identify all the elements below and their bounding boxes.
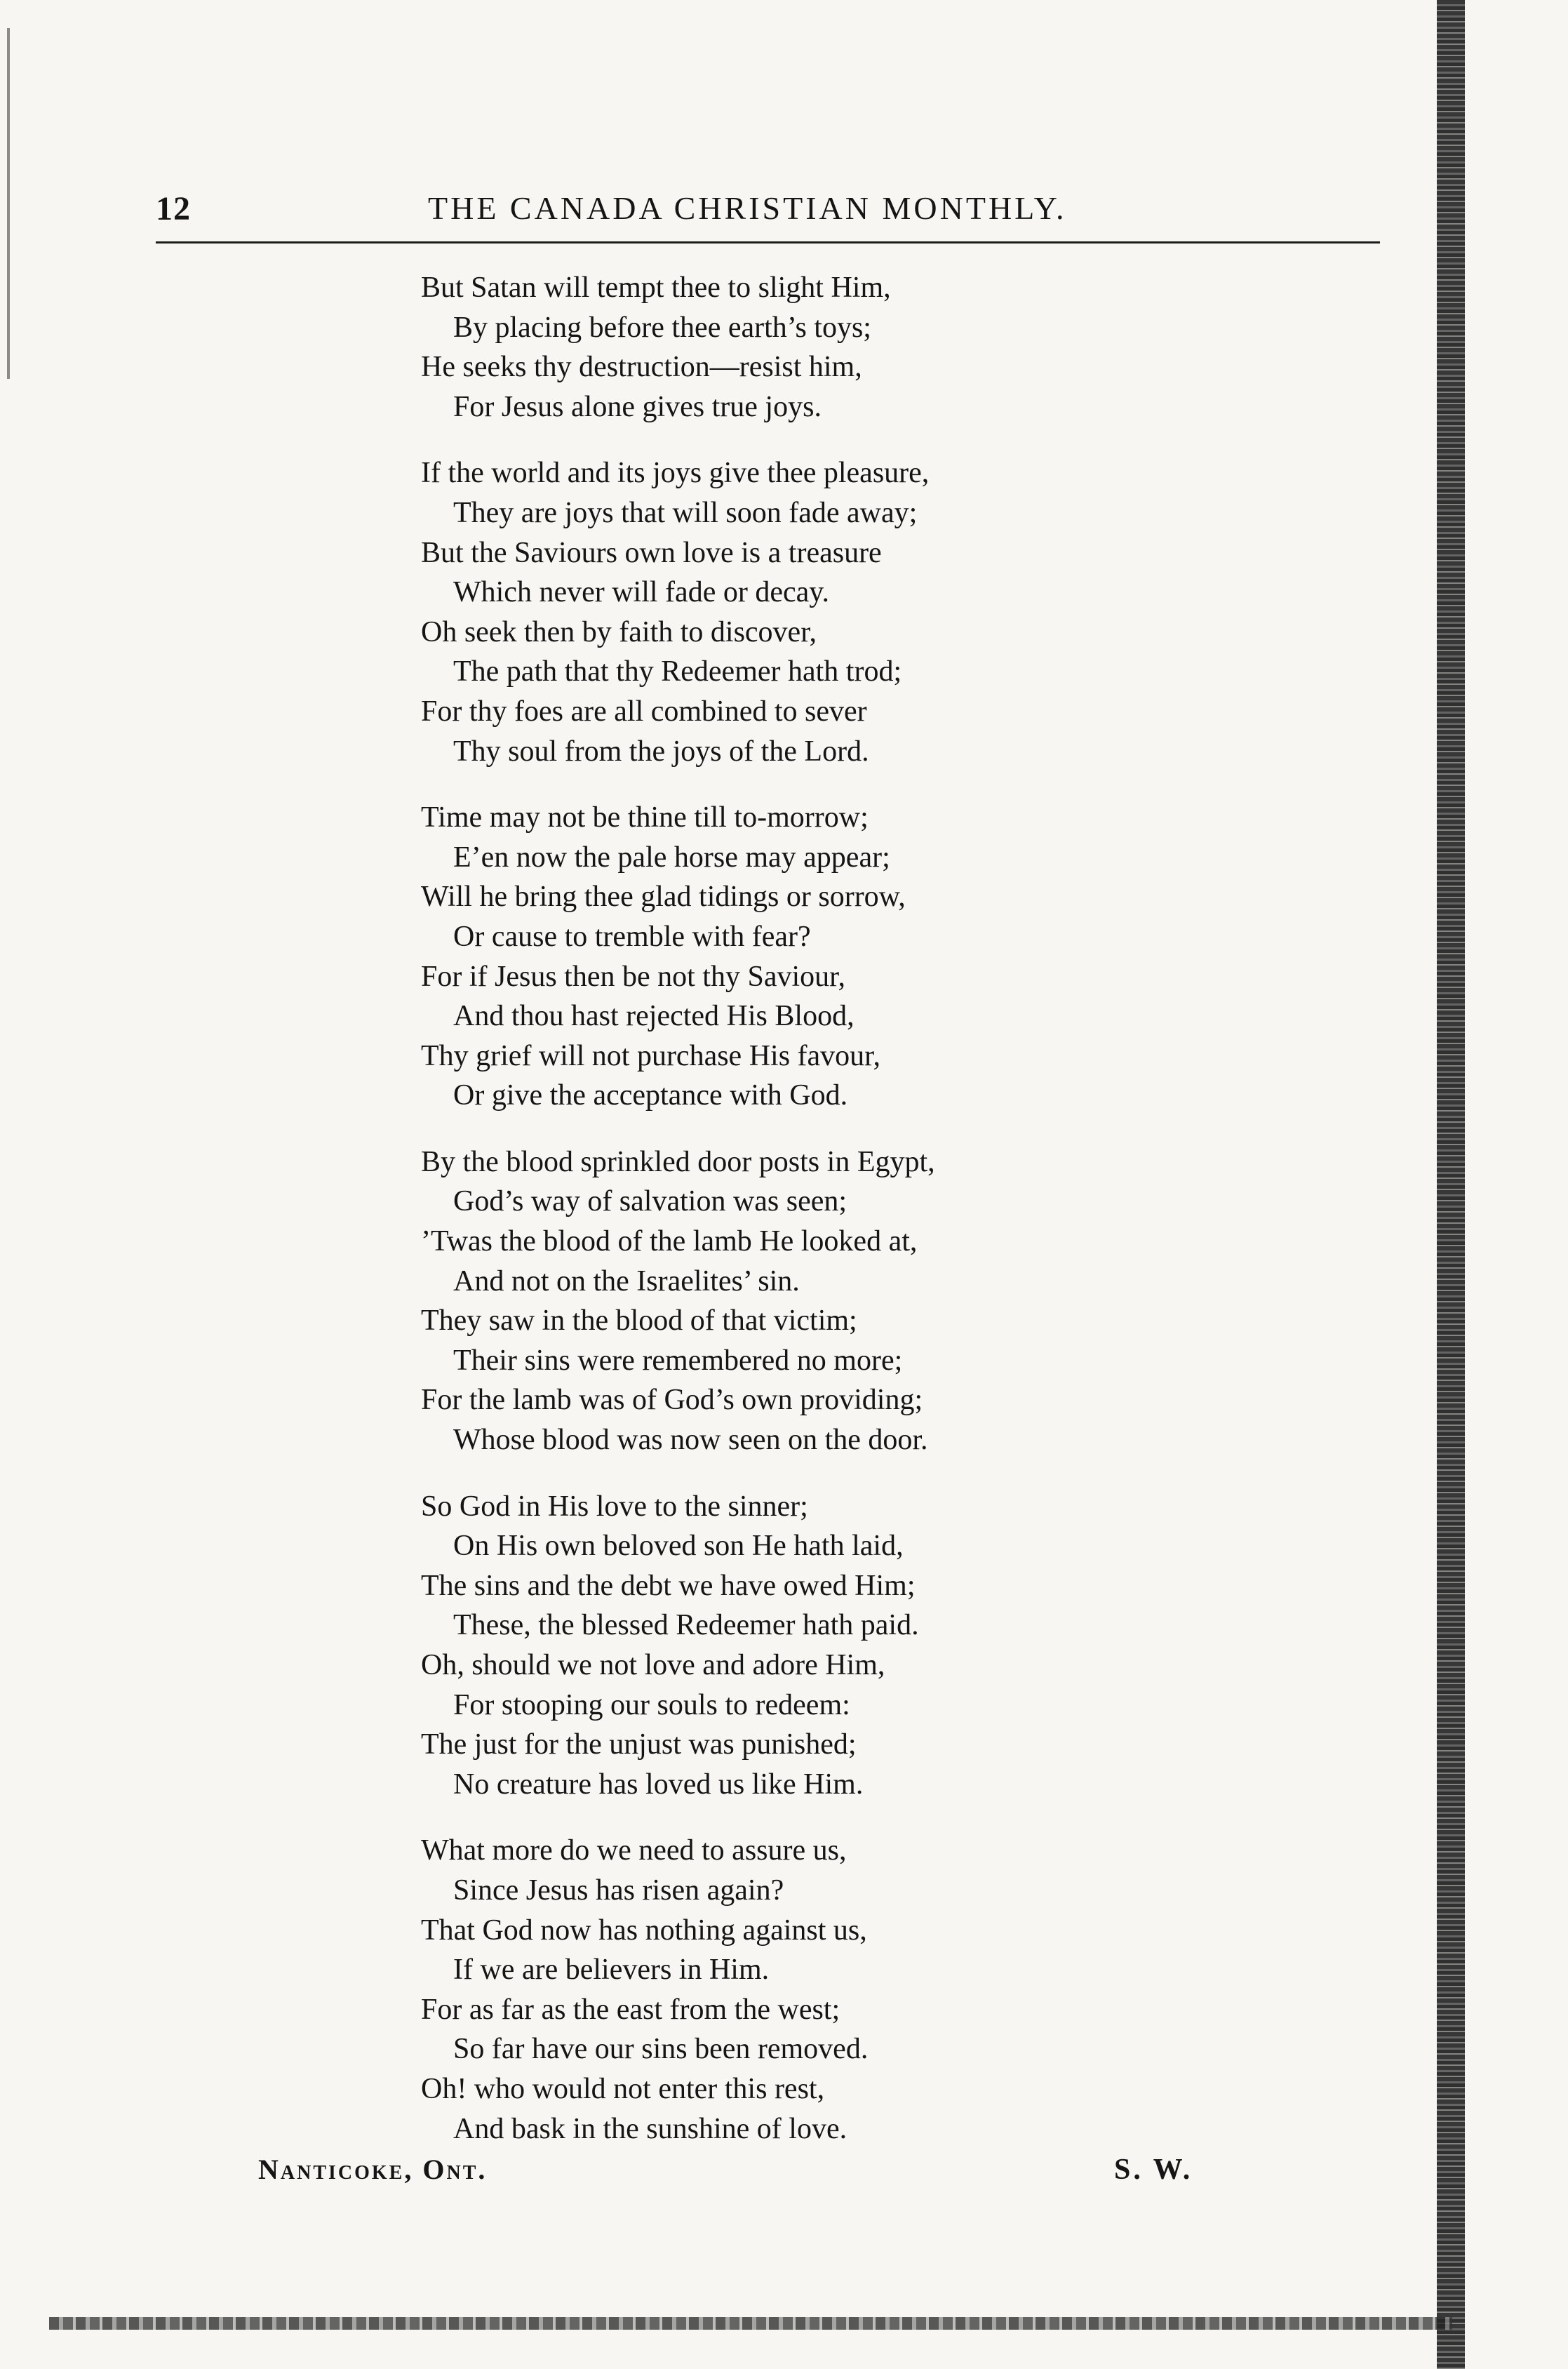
poem-body <box>421 268 1403 2175</box>
stanza <box>421 1142 1403 1460</box>
poem-line: Oh, should we not love and adore Him, <box>421 1649 885 1681</box>
place-line: Nanticoke, Ont. <box>258 2154 488 2185</box>
poem-line: Will he bring thee glad tidings or sorrow, <box>421 881 906 914</box>
poem-line: Which never will fade or decay. <box>453 576 830 609</box>
poem-line: Since Jesus has risen again? <box>453 1874 784 1907</box>
page-number: 12 <box>156 190 191 227</box>
poem-line: On His own beloved son He hath laid, <box>453 1530 904 1563</box>
poem-line: They are joys that will soon fade away; <box>453 496 918 529</box>
poem-line: And bask in the sunshine of love. <box>453 2112 847 2145</box>
poem-line: E’en now the pale horse may appear; <box>453 841 890 874</box>
poem-line: The sins and the debt we have owed Him; <box>421 1569 916 1602</box>
poem-line: But Satan will tempt thee to slight Him, <box>421 272 891 304</box>
poem-line: So God in His love to the sinner; <box>421 1490 808 1523</box>
poem-line: For the lamb was of God’s own providing; <box>421 1384 923 1417</box>
poem-line: Oh! who would not enter this rest, <box>421 2072 825 2105</box>
stanza <box>421 268 1403 427</box>
scan-edge-right <box>1437 0 1465 2369</box>
poem-line: And thou hast rejected His Blood, <box>453 1000 855 1033</box>
poem-line: For stooping our souls to redeem: <box>453 1688 850 1721</box>
poem-line: What more do we need to assure us, <box>421 1834 847 1867</box>
poem-line: By the blood sprinkled door posts in Egypt, <box>421 1145 935 1178</box>
poem-line: Time may not be thine till to-morrow; <box>421 801 869 834</box>
author-signature: S. W. <box>1114 2154 1193 2186</box>
poem-line: But the Saviours own love is a treasure <box>421 536 882 569</box>
poem-line: For Jesus alone gives true joys. <box>453 390 822 423</box>
poem-line: If we are believers in Him. <box>453 1954 770 1987</box>
poem-line: God’s way of salvation was seen; <box>453 1185 847 1218</box>
scan-edge-bottom <box>49 2317 1452 2330</box>
poem-line: These, the blessed Redeemer hath paid. <box>453 1609 919 1642</box>
stanza <box>421 1487 1403 1805</box>
poem-line: For thy foes are all combined to sever <box>421 695 867 728</box>
poem-line: Thy grief will not purchase His favour, <box>421 1039 880 1072</box>
poem-line: Or give the acceptance with God. <box>453 1079 848 1112</box>
poem-line: Their sins were remembered no more; <box>453 1344 903 1377</box>
poem-line: For if Jesus then be not thy Saviour, <box>421 960 845 993</box>
stanza <box>421 798 1403 1116</box>
poem-line: For as far as the east from the west; <box>421 1993 840 2026</box>
scan-edge-left <box>7 28 10 379</box>
poem-line: By placing before thee earth’s toys; <box>453 311 871 344</box>
stanza <box>421 1831 1403 2149</box>
poem-line: If the world and its joys give thee pleasure, <box>421 457 930 490</box>
poem-line: Or cause to tremble with fear? <box>453 920 811 953</box>
poem-line: Thy soul from the joys of the Lord. <box>453 735 869 768</box>
poem-line: The just for the unjust was punished; <box>421 1728 857 1761</box>
poem-line: No creature has loved us like Him. <box>453 1768 864 1801</box>
poem-line: The path that thy Redeemer hath trod; <box>453 655 902 688</box>
poem-line: Whose blood was now seen on the door. <box>453 1424 928 1457</box>
poem-line: And not on the Israelites’ sin. <box>453 1264 800 1297</box>
poem-line: He seeks thy destruction—resist him, <box>421 351 862 384</box>
poem-line: That God now has nothing against us, <box>421 1914 867 1947</box>
poem-line: So far have our sins been removed. <box>453 2033 869 2066</box>
poem-line: Oh seek then by faith to discover, <box>421 615 817 648</box>
stanza <box>421 453 1403 771</box>
header-rule <box>156 241 1380 243</box>
running-title: THE CANADA CHRISTIAN MONTHLY. <box>428 190 1067 226</box>
poem-line: They saw in the blood of that victim; <box>421 1304 857 1337</box>
poem-line: ’Twas the blood of the lamb He looked at, <box>421 1225 918 1258</box>
